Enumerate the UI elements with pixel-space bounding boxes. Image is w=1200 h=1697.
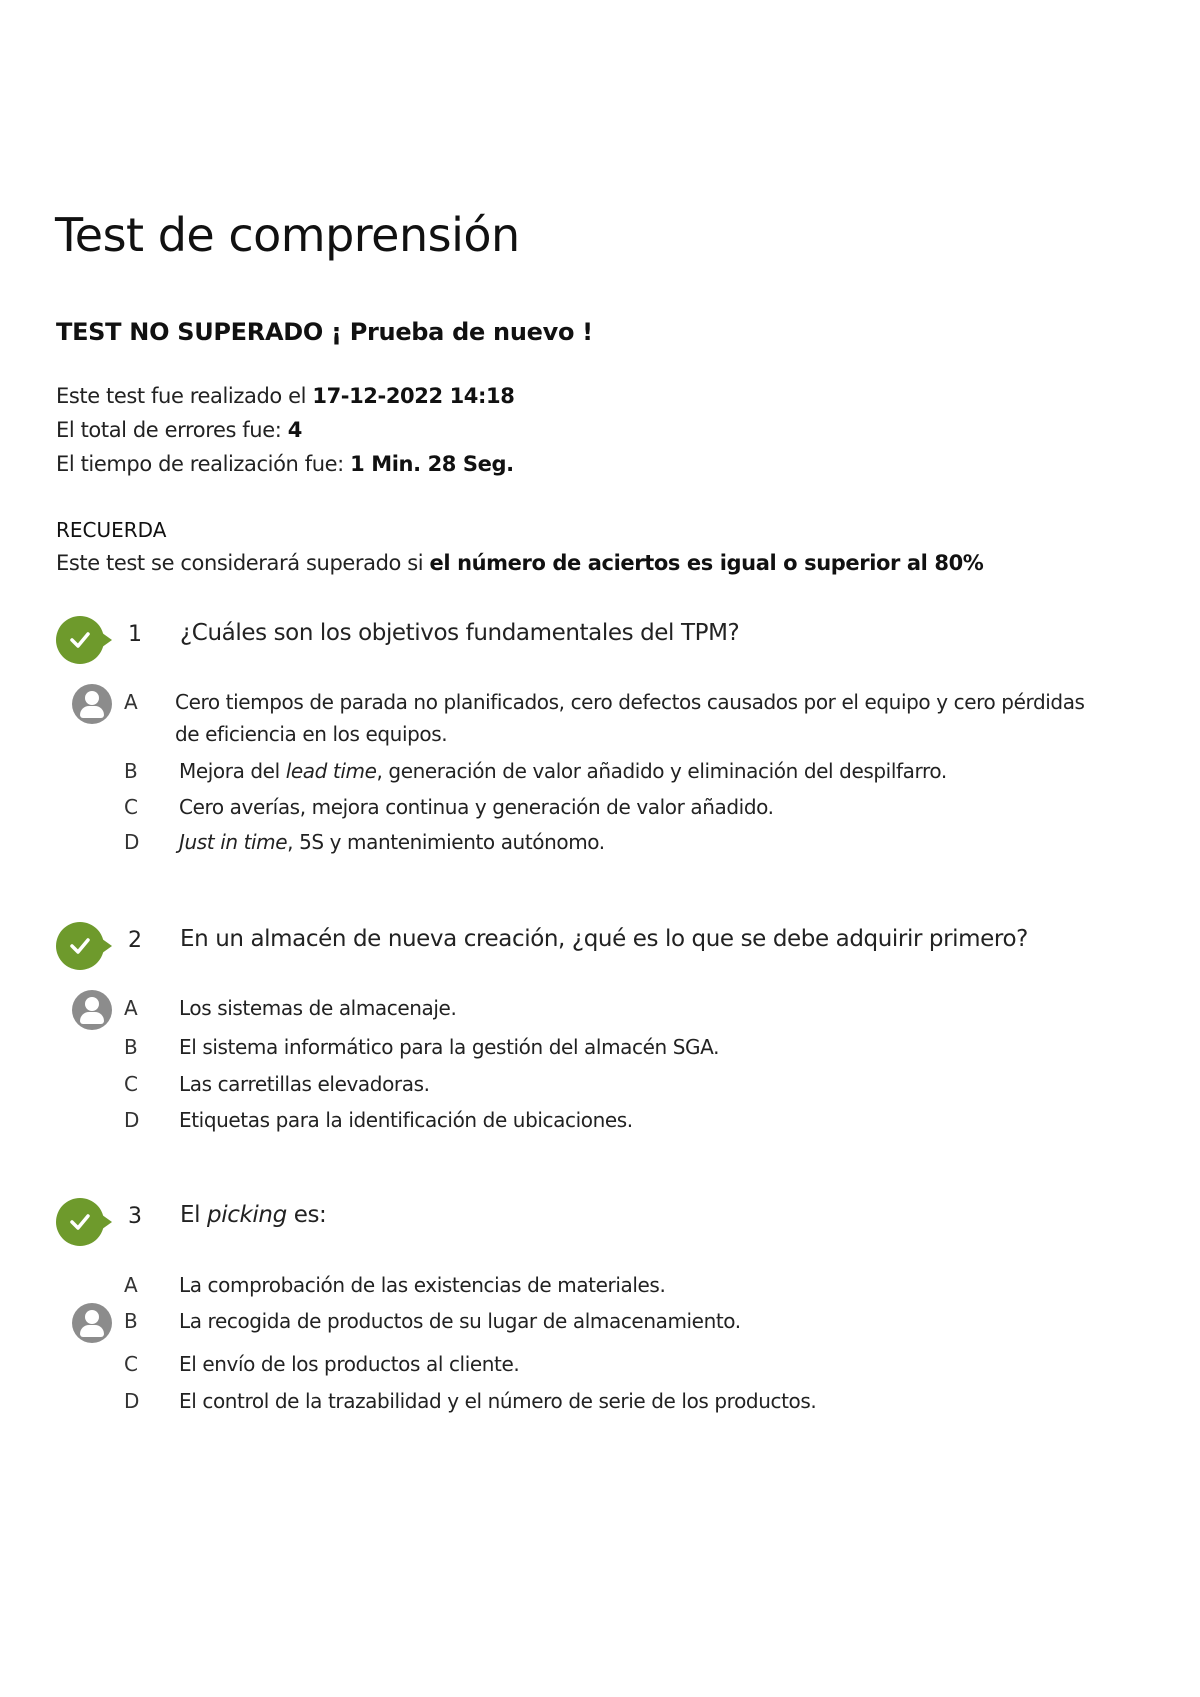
- errors-label: El total de errores fue:: [56, 418, 282, 442]
- duration-value: 1 Min. 28 Seg.: [350, 452, 514, 476]
- option-letter: C: [124, 1352, 138, 1376]
- user-icon: [72, 1303, 112, 1343]
- option-text[interactable]: Las carretillas elevadoras.: [179, 1072, 430, 1096]
- check-circle-icon: [56, 1198, 104, 1246]
- user-icon: [72, 684, 112, 724]
- test-date-line: [56, 384, 514, 408]
- option-letter: B: [124, 1035, 138, 1059]
- reminder-text-bold: el número de aciertos es igual o superior al 80%: [429, 551, 984, 575]
- option-text[interactable]: El envío de los productos al cliente.: [179, 1352, 520, 1376]
- duration-label: El tiempo de realización fue:: [56, 452, 344, 476]
- question-number: 2: [128, 928, 142, 953]
- option-text[interactable]: Etiquetas para la identificación de ubicaciones.: [179, 1108, 633, 1132]
- result-status: TEST NO SUPERADO ¡ Prueba de nuevo !: [56, 318, 593, 346]
- option-letter: C: [124, 1072, 138, 1096]
- option-text[interactable]: La recogida de productos de su lugar de almacenamiento.: [179, 1309, 741, 1333]
- question-text: El picking es:: [180, 1202, 327, 1228]
- option-text[interactable]: Just in time, 5S y mantenimiento autónomo.: [179, 830, 605, 854]
- option-text[interactable]: Los sistemas de almacenaje.: [179, 996, 457, 1020]
- duration-line: [56, 452, 514, 476]
- reminder-heading: RECUERDA: [56, 518, 167, 542]
- question-number: 1: [128, 622, 142, 647]
- option-letter: D: [124, 830, 140, 854]
- user-icon: [72, 990, 112, 1030]
- page-title: Test de comprensión: [55, 208, 520, 262]
- check-circle-icon: [56, 616, 104, 664]
- errors-line: [56, 418, 302, 442]
- option-letter: A: [124, 1273, 138, 1297]
- test-date-label: Este test fue realizado el: [56, 384, 307, 408]
- option-text[interactable]: El control de la trazabilidad y el número de serie de los productos.: [179, 1389, 817, 1413]
- question-text: En un almacén de nueva creación, ¿qué es lo que se debe adquirir primero?: [180, 926, 1028, 952]
- option-letter: B: [124, 1309, 138, 1333]
- errors-value: 4: [287, 418, 302, 442]
- option-letter: D: [124, 1389, 140, 1413]
- test-date-value: 17-12-2022 14:18: [312, 384, 515, 408]
- option-text[interactable]: El sistema informático para la gestión del almacén SGA.: [179, 1035, 720, 1059]
- option-letter: A: [124, 690, 138, 714]
- option-text[interactable]: Cero tiempos de parada no planificados, cero defectos causados por el equipo y cero pérdidas de eficiencia en los equipos.: [175, 690, 1085, 746]
- option-text[interactable]: Mejora del lead time, generación de valor añadido y eliminación del despilfarro.: [179, 759, 947, 783]
- option-letter: D: [124, 1108, 140, 1132]
- check-circle-icon: [56, 922, 104, 970]
- question-number: 3: [128, 1204, 142, 1229]
- option-letter: B: [124, 759, 138, 783]
- option-text[interactable]: La comprobación de las existencias de materiales.: [179, 1273, 666, 1297]
- reminder-text-plain: Este test se considerará superado si: [56, 551, 424, 575]
- reminder-text: [56, 551, 983, 575]
- option-letter: A: [124, 996, 138, 1020]
- question-text: ¿Cuáles son los objetivos fundamentales del TPM?: [180, 620, 740, 646]
- option-text[interactable]: Cero averías, mejora continua y generación de valor añadido.: [179, 795, 774, 819]
- option-letter: C: [124, 795, 138, 819]
